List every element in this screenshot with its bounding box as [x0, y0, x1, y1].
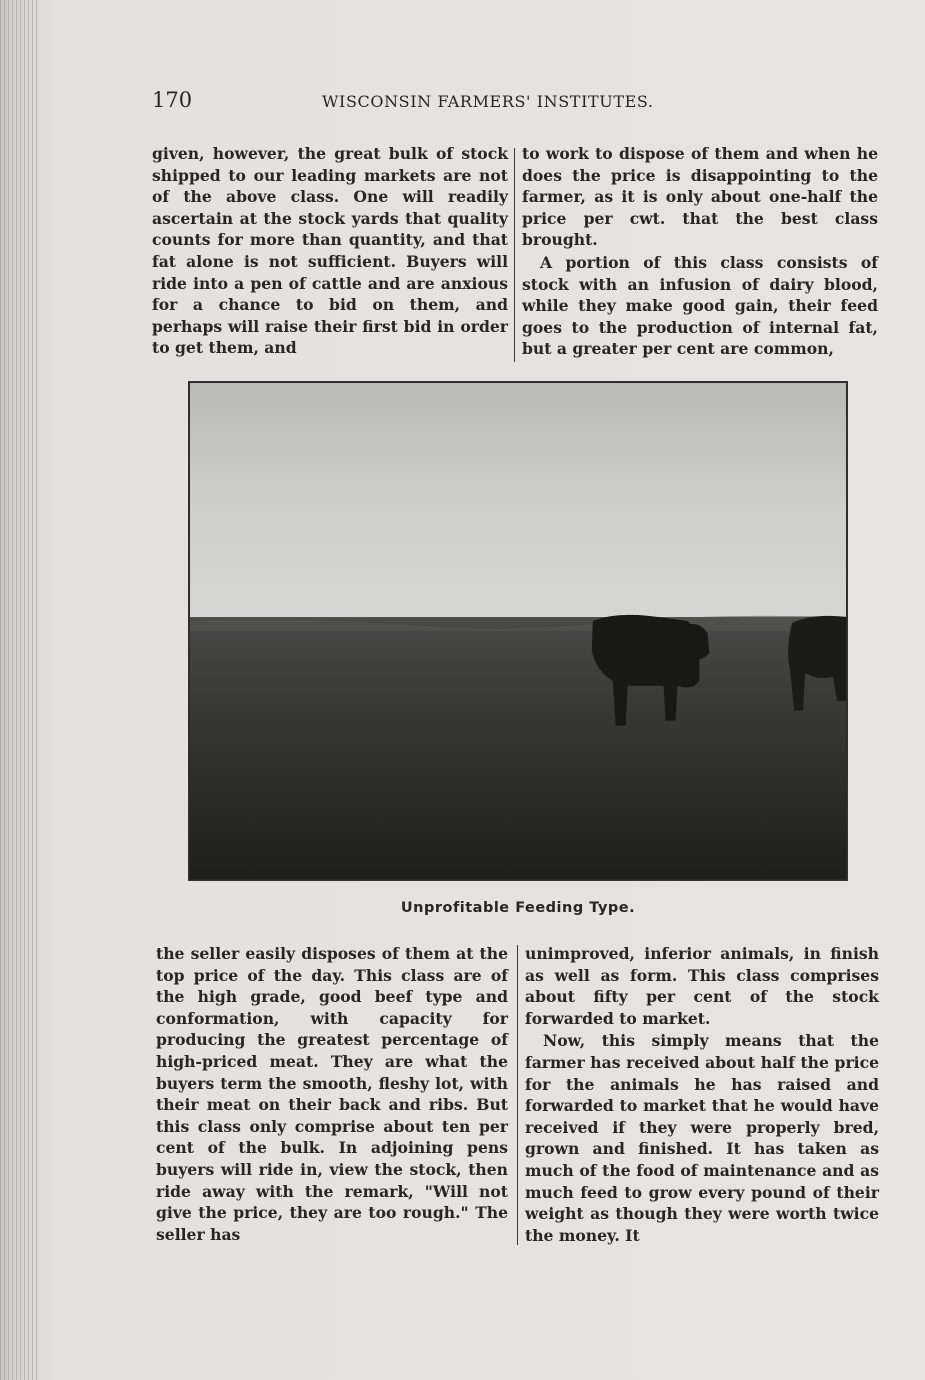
pasture-cattle-image: [189, 382, 847, 880]
paragraph: Now, this simply means that the farmer has received about half the price for the animals he has raised and forwarded to market that he would have received if they were properly bred, grown and finished. It has taken as much of the food of maintenance and as much feed to grow every pound of their weight as though they were worth twice the money. It: [525, 1031, 879, 1245]
paragraph: the seller easily disposes of them at the top price of the day. This class are of the high grade, good beef type and conformation, with capacity for producing the greatest percentage of high-priced meat. They are what the buyers term the smooth, fleshy lot, with their meat on their back and ribs. But this class only comprise about ten per cent of the bulk. In adjoining pens buyers will ride in, view the stock, then ride away with the remark, "Will not give the price, they are too rough." The seller has: [156, 944, 508, 1244]
cattle-photograph: [188, 381, 848, 881]
top-right-column: [522, 143, 878, 360]
column-divider: [514, 148, 515, 362]
figure-caption: Unprofitable Feeding Type.: [400, 900, 636, 916]
bottom-right-column: [525, 943, 879, 1246]
page-header: [152, 88, 878, 118]
page-number: 170: [152, 88, 193, 112]
bottom-left-column: [156, 943, 508, 1245]
paragraph: given, however, the great bulk of stock shipped to our leading markets are not of the above class. One will readily ascertain at the stock yards that quality counts for more than quantity, and that fat alone is not sufficient. Buyers will ride into a pen of cattle and are anxious for a chance to bid on them, and perhaps will raise their first bid in order to get them, and: [152, 144, 508, 358]
column-divider: [517, 945, 518, 1245]
page-gutter: [0, 0, 40, 1380]
top-left-column: [152, 143, 508, 359]
paragraph: unimproved, inferior animals, in finish as well as form. This class comprises about fifty per cent of the stock forwarded to market.: [525, 944, 879, 1028]
paragraph: A portion of this class consists of stock with an infusion of dairy blood, while they make good gain, their feed goes to the production of internal fat, but a greater per cent are common,: [522, 252, 878, 359]
running-title: WISCONSIN FARMERS' INSTITUTES.: [322, 92, 654, 111]
paragraph: to work to dispose of them and when he does the price is disappointing to the farmer, as it is only about one-half the price per cwt. that the best class brought.: [522, 144, 878, 250]
